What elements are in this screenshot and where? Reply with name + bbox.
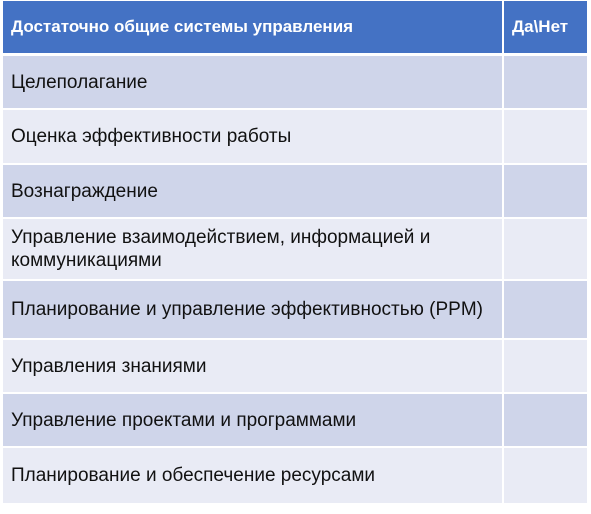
table-row	[3, 393, 587, 447]
table-row	[3, 55, 587, 110]
row-label: Управления знаниями	[3, 339, 503, 393]
row-label: Планирование и обеспечение ресурсами	[3, 447, 503, 504]
row-label: Вознаграждение	[3, 164, 503, 218]
row-label: Оценка эффективности работы	[3, 109, 503, 164]
management-systems-table	[3, 1, 587, 505]
row-label: Планирование и управление эффективностью (PPM)	[3, 280, 503, 339]
table-row	[3, 109, 587, 164]
header-systems: Достаточно общие системы управления	[3, 1, 503, 55]
row-answer-cell[interactable]	[503, 218, 587, 280]
header-yes-no: Да\Нет	[503, 1, 587, 55]
row-label: Целеполагание	[3, 55, 503, 110]
row-answer-cell[interactable]	[503, 447, 587, 504]
table-row	[3, 447, 587, 504]
row-label: Управление проектами и программами	[3, 393, 503, 447]
table-row	[3, 280, 587, 339]
row-answer-cell[interactable]	[503, 393, 587, 447]
row-answer-cell[interactable]	[503, 339, 587, 393]
table-row	[3, 339, 587, 393]
table-row	[3, 218, 587, 280]
row-answer-cell[interactable]	[503, 55, 587, 110]
table-header-row	[3, 1, 587, 55]
table-row	[3, 164, 587, 218]
row-answer-cell[interactable]	[503, 280, 587, 339]
row-answer-cell[interactable]	[503, 109, 587, 164]
row-answer-cell[interactable]	[503, 164, 587, 218]
row-label: Управление взаимодействием, информацией и коммуникациями	[3, 218, 503, 280]
management-systems-table-container	[3, 1, 587, 511]
